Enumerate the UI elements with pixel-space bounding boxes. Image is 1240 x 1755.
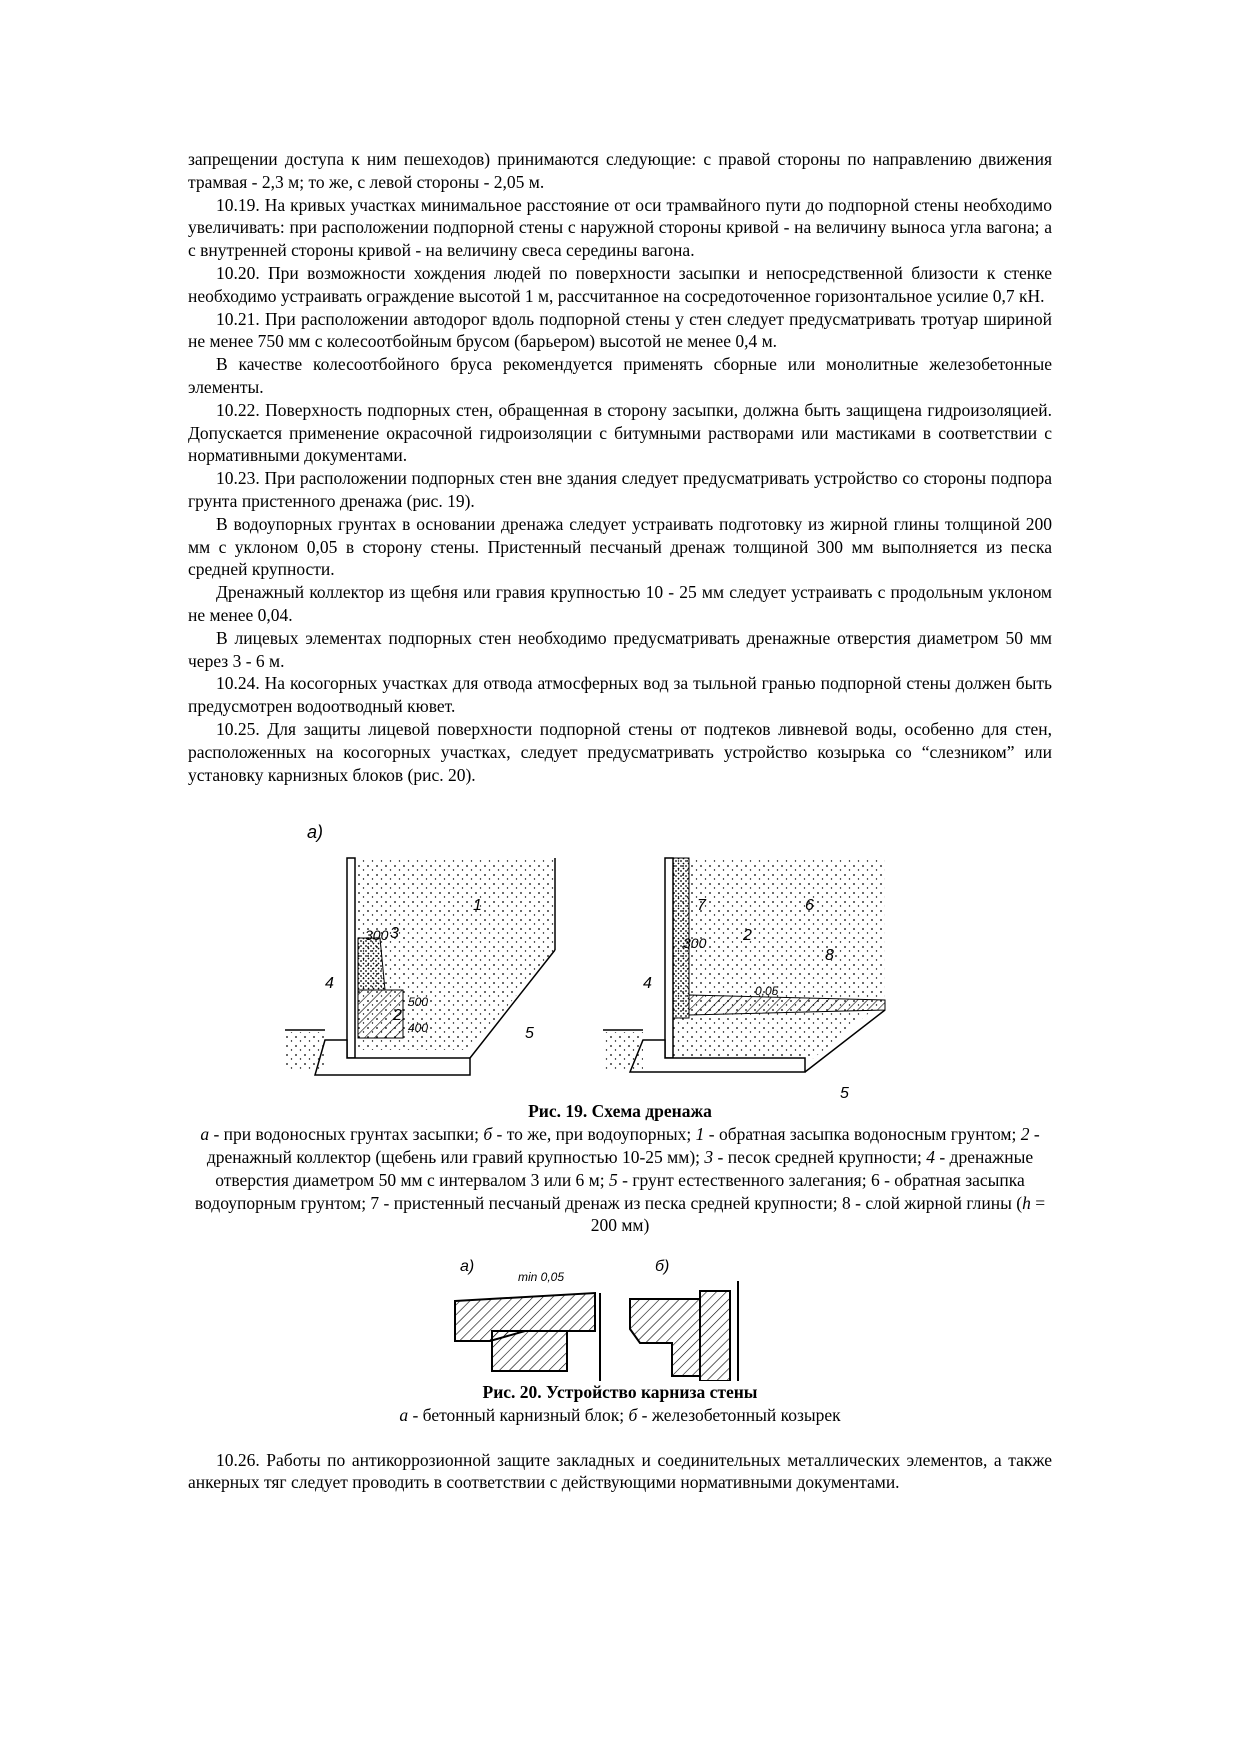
paragraph: 10.25. Для защиты лицевой поверхности подпорной стены от подтеков ливневой воды, особенно для стен, расположенных на косогорных участках, следует предусматривать устройство козырька со “слезником” или установку карнизных блоков (рис. 20). [188, 718, 1052, 785]
label-7: 7 [697, 897, 706, 915]
figure-20 [450, 1251, 790, 1381]
wall-b [700, 1291, 730, 1381]
paragraph: В качестве колесоотбойного бруса рекомендуется применять сборные или монолитные железобетонные элементы. [188, 354, 1052, 397]
figure-20-caption: а - бетонный карнизный блок; б - железобетонный козырек [399, 1404, 841, 1425]
paragraph: 10.24. На косогорных участках для отвода атмосферных вод за тыльной гранью подпорной стены должен быть предусмотрен водоотводный кювет. [188, 673, 1052, 717]
page [188, 148, 1052, 1494]
label-3: 3 [390, 925, 399, 943]
paragraph: 10.19. На кривых участках минимальное расстояние от оси трамвайного пути до подпорной стены необходимо увеличивать: при расположении подпорной стены с наружной стороны кривой - на величину выноса угла вагона; а с внутренней стороны кривой - на величину свеса середины вагона. [188, 194, 1052, 261]
slope-005: 0,05 [755, 984, 779, 999]
dim-400: 400 [408, 1021, 429, 1036]
paragraph: В водоупорных грунтах в основании дренажа следует устраивать подготовку из жирной глины толщиной 200 мм с уклоном 0,05 в сторону стены. Пристенный песчаный дренаж толщиной 300 мм выполняется из песка средней крупности. [188, 513, 1052, 580]
label-4-b: 4 [643, 975, 652, 993]
drainage-diagram [285, 810, 955, 1100]
sand-drain [358, 938, 385, 990]
paragraph: Дренажный коллектор из щебня или гравия крупностью 10 - 25 мм следует устраивать с продольным уклоном не менее 0,04. [188, 582, 1052, 625]
paragraph: 10.22. Поверхность подпорных стен, обращенная в сторону засыпки, должна быть защищена гидроизоляцией. Допускается применение окрасочной гидроизоляции с битумными растворами или мастиками в соответствии с нормативными документами. [188, 399, 1052, 466]
figure-19-caption: а - при водоносных грунтах засыпки; б - то же, при водоупорных; 1 - обратная засыпка водоносным грунтом; 2 - дренажный коллектор (щебень или гравий крупностью 10-25 мм); 3 - песок средней крупности; 4 - дренажные отверстия диаметром 50 мм с интервалом 3 или 6 м; 5 - грунт естественного залегания; 6 - обратная засыпка водоупорным грунтом; 7 - пристенный песчаный дренаж из песка средней крупности; 8 - слой жирной глины (h = 200 мм) [194, 1124, 1046, 1236]
dim-500: 500 [408, 995, 429, 1010]
figure-19-title: Рис. 19. Схема дренажа [528, 1101, 712, 1122]
cornice-diagram [450, 1251, 790, 1381]
label-6: 6 [805, 897, 814, 915]
wall-stem [347, 858, 355, 1058]
label-8: 8 [825, 947, 834, 965]
paragraph: запрещении доступа к ним пешеходов) принимаются следующие: с правой стороны по направлению движения трамвая - 2,3 м; то же, с левой стороны - 2,05 м. [188, 149, 1052, 192]
paragraph: 10.23. При расположении подпорных стен вне здания следует предусматривать устройство со стороны подпора грунта пристенного дренажа (рис. 19). [188, 468, 1052, 511]
figure-a-label: а) [307, 822, 324, 843]
dim-300: 300 [365, 927, 389, 944]
figure-20-title: Рис. 20. Устройство карниза стены [482, 1382, 758, 1403]
slope-min-005: min 0,05 [518, 1270, 565, 1285]
label-2: 2 [393, 1007, 402, 1025]
label-4: 4 [325, 975, 334, 993]
wall-stem-b [665, 858, 673, 1058]
paragraph: 10.26. Работы по антикоррозионной защите закладных и соединительных металлических элементов, а также анкерных тяг следует проводить в соответствии с действующими нормативными документами. [188, 1449, 1052, 1493]
dim-300-b: 300 [683, 935, 707, 952]
label-1: 1 [473, 897, 482, 915]
label-5: 5 [525, 1025, 534, 1043]
label-2-b: 2 [743, 927, 752, 945]
label-5-b: 5 [840, 1085, 849, 1101]
paragraph: 10.21. При расположении автодорог вдоль подпорной стены у стен следует предусматривать тротуар шириной не менее 750 мм с колесоотбойным брусом (барьером) высотой не менее 0,4 м. [188, 308, 1052, 352]
wall-a [492, 1331, 567, 1371]
canopy-slab [630, 1299, 700, 1376]
figure-20-a-label: а) [460, 1258, 475, 1276]
paragraph: В лицевых элементах подпорных стен необходимо предусматривать дренажные отверстия диаметром 50 мм через 3 - 6 м. [188, 627, 1052, 671]
figure-19 [285, 810, 955, 1100]
paragraph: 10.20. При возможности хождения людей по поверхности засыпки и непосредственной близости к стенке необходимо устраивать ограждение высотой 1 м, рассчитанное на сосредоточенное горизонтальное усилие 0,7 кН. [188, 262, 1052, 306]
figure-20-b-label: б) [655, 1258, 670, 1276]
